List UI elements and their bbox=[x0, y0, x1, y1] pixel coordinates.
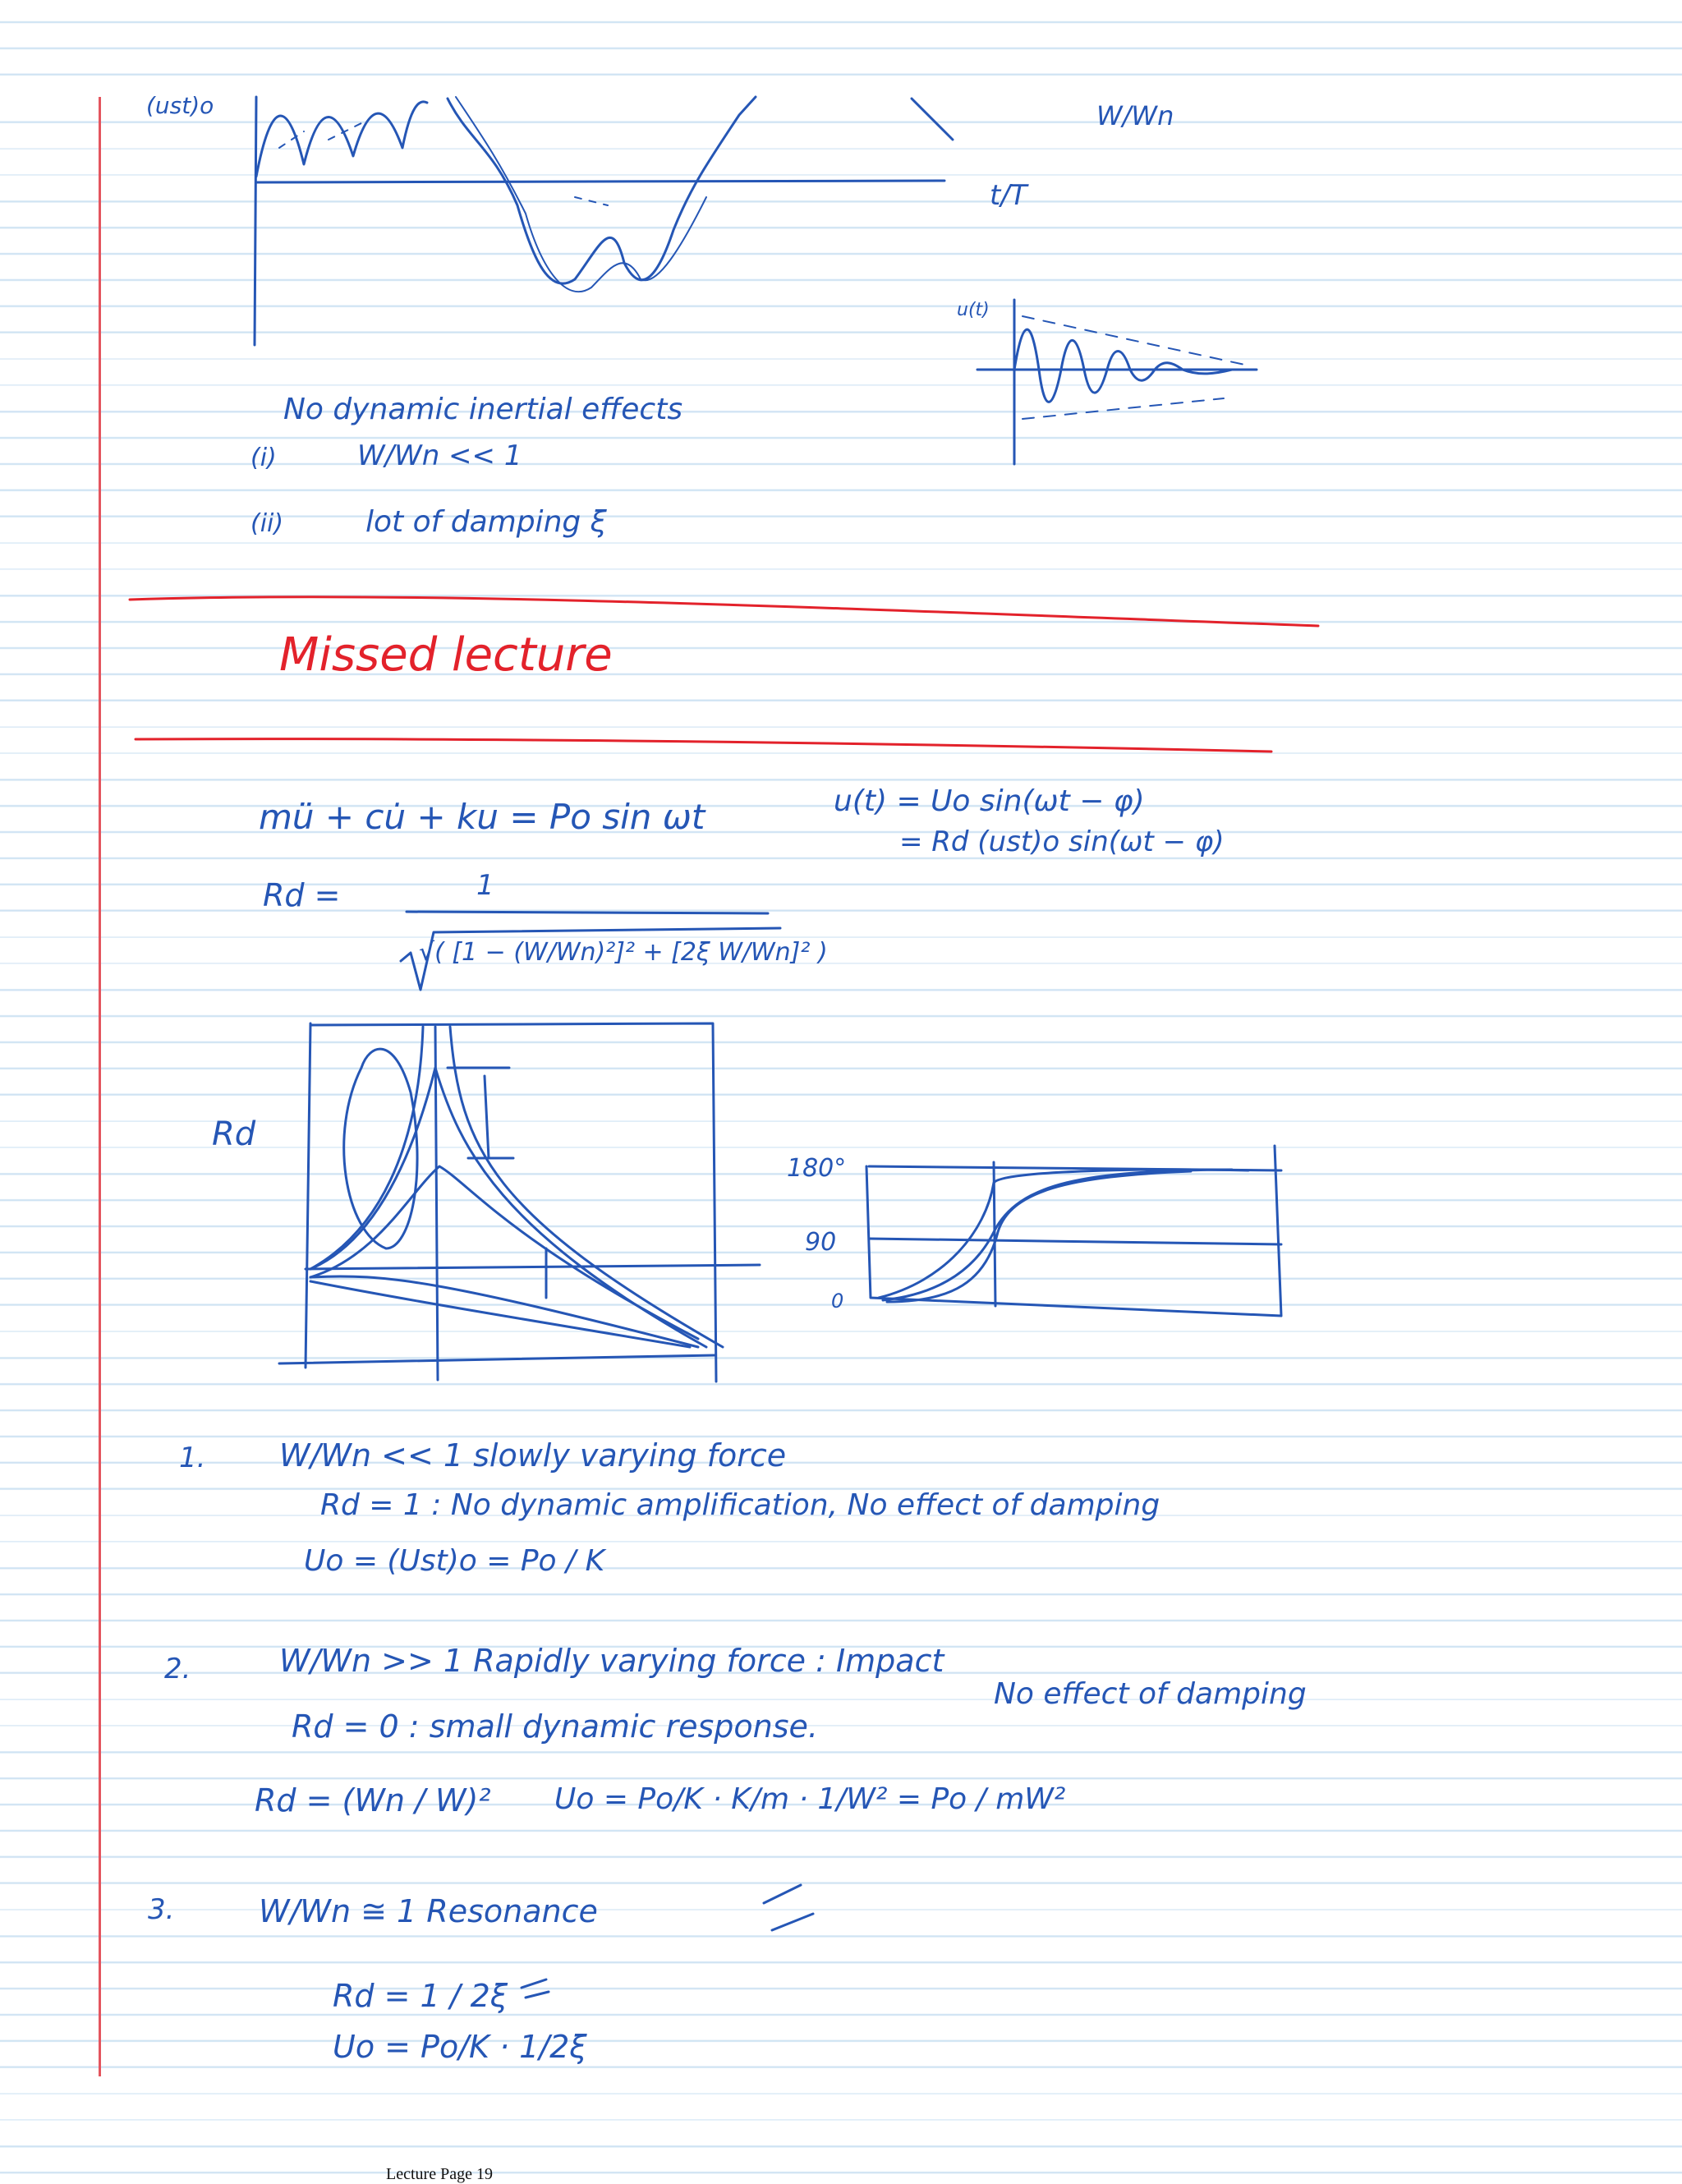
condition-1-number: (i) bbox=[250, 444, 277, 472]
rd-check-mark bbox=[522, 1979, 549, 1998]
resonance-check-marks bbox=[764, 1885, 813, 1930]
rd-axis-label: Rd bbox=[212, 1115, 256, 1153]
inset-envelope bbox=[1023, 316, 1248, 419]
case-3-line-a: W/Wn ≅ 1 Resonance bbox=[259, 1893, 598, 1929]
top-right-curve bbox=[912, 99, 953, 140]
inset-decay-curve bbox=[1014, 329, 1232, 402]
inset-decay-plot bbox=[977, 300, 1257, 464]
case-3-line-b: Rd = 1 / 2ξ bbox=[333, 1978, 508, 2014]
phase-curve-1 bbox=[879, 1170, 1248, 1298]
top-response-curve-2 bbox=[448, 97, 756, 283]
case-1-line-a: W/Wn << 1 slowly varying force bbox=[279, 1437, 787, 1474]
condition-2-text: lot of damping ξ bbox=[365, 505, 607, 539]
case-3-number: 3. bbox=[148, 1893, 175, 1926]
red-divider-2 bbox=[136, 739, 1271, 752]
rd-curve-undamped bbox=[310, 1027, 723, 1347]
page-footer: Lecture Page 19 bbox=[386, 2165, 493, 2183]
y-axis-label: (ust)o bbox=[146, 92, 214, 119]
case-2-line-a: W/Wn >> 1 Rapidly varying force : Impact bbox=[279, 1643, 944, 1679]
rd-curve-2 bbox=[310, 1068, 706, 1347]
top-x-axis bbox=[256, 181, 944, 182]
phase-label-90: 90 bbox=[805, 1228, 837, 1257]
phase-90-line bbox=[869, 1239, 1281, 1244]
rd-fraction-bar bbox=[407, 912, 768, 913]
inset-y-label: u(t) bbox=[957, 300, 990, 320]
rd-denominator: √( [1 − (W/Wn)²]² + [2ξ W/Wn]² ) bbox=[419, 938, 828, 967]
rd-frequency-plot bbox=[279, 1023, 760, 1382]
top-y-axis bbox=[255, 97, 256, 345]
case-1-line-b: Rd = 1 : No dynamic amplification, No effect of damping bbox=[320, 1488, 1160, 1522]
case-2-line-b: Rd = 0 : small dynamic response. bbox=[292, 1708, 818, 1745]
time-axis-label: t/T bbox=[990, 179, 1027, 212]
case-1-number: 1. bbox=[179, 1441, 206, 1474]
rd-curve-4 bbox=[310, 1276, 698, 1347]
solution-line-1: u(t) = Uo sin(ωt − φ) bbox=[834, 784, 1145, 818]
red-divider-1 bbox=[130, 597, 1318, 626]
frequency-ratio-label: W/Wn bbox=[1096, 100, 1174, 131]
case-2-line-c1: Rd = (Wn / W)² bbox=[255, 1782, 491, 1818]
response-plot-top bbox=[255, 97, 953, 345]
equation-of-motion: mü + cu̇ + ku = Po sin ωt bbox=[259, 797, 705, 837]
phase-label-180: 180° bbox=[787, 1154, 847, 1183]
solution-line-2: = Rd (ust)o sin(ωt − φ) bbox=[899, 825, 1225, 858]
case-3-line-c: Uo = Po/K · 1/2ξ bbox=[333, 2029, 587, 2065]
rd-plot-x-axis bbox=[306, 1265, 760, 1269]
rd-curve-3 bbox=[310, 1166, 698, 1339]
case-2-note: No effect of damping bbox=[994, 1677, 1307, 1711]
top-response-curve bbox=[256, 102, 427, 177]
no-inertial-heading: No dynamic inertial effects bbox=[283, 393, 683, 426]
condition-2-number: (ii) bbox=[250, 509, 284, 538]
case-2-number: 2. bbox=[164, 1653, 191, 1685]
rd-plot-y-axis bbox=[435, 1027, 438, 1380]
phase-curve-2 bbox=[883, 1170, 1232, 1300]
missed-lecture-note: Missed lecture bbox=[279, 628, 613, 682]
condition-1-text: W/Wn << 1 bbox=[357, 439, 522, 472]
rd-hand-loop bbox=[344, 1049, 417, 1248]
top-response-curve-3 bbox=[456, 97, 706, 292]
case-1-line-c: Uo = (Ust)o = Po / K bbox=[304, 1544, 605, 1578]
rd-plot-bottom-line bbox=[279, 1355, 715, 1363]
phase-plot bbox=[866, 1146, 1281, 1316]
top-static-dash bbox=[279, 123, 608, 205]
rd-numerator: 1 bbox=[476, 869, 494, 902]
rd-definition-label: Rd = bbox=[263, 877, 341, 913]
phase-label-0: 0 bbox=[831, 1290, 844, 1313]
case-2-line-c2: Uo = Po/K · K/m · 1/W² = Po / mW² bbox=[554, 1782, 1066, 1816]
